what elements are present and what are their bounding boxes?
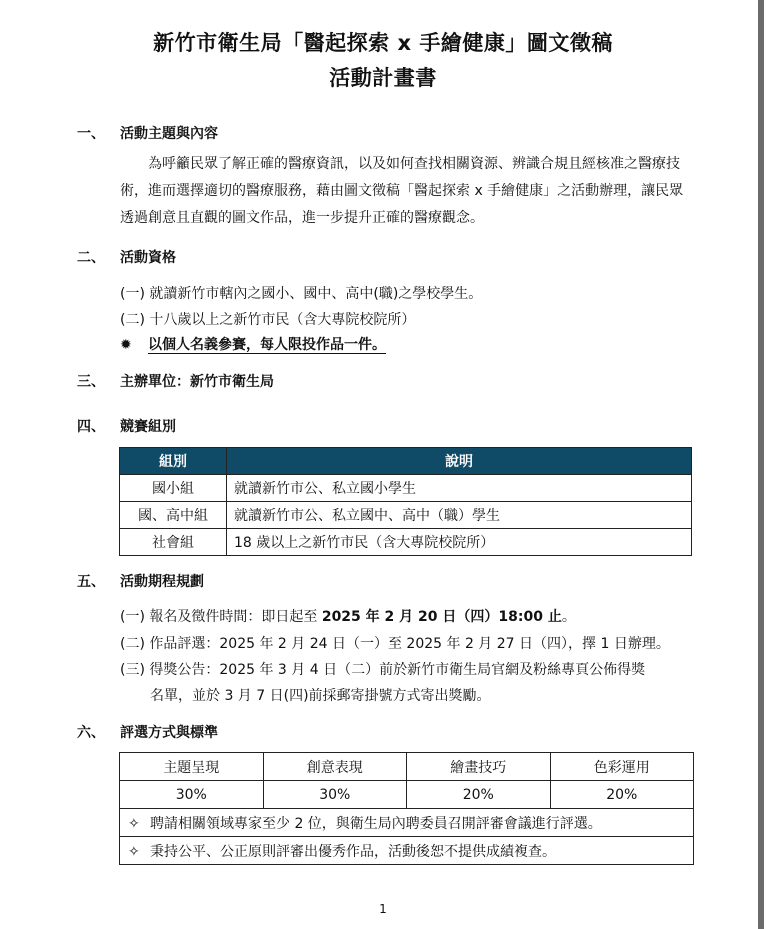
- schedule-item-3-line-2: 名單，並於 3 月 7 日(四)前採郵寄掛號方式寄出獎勵。: [150, 688, 491, 704]
- description-cell: 18 歲以上之新竹市民（含大專院校院所）: [227, 529, 692, 556]
- section-label: 活動期程規劃: [120, 574, 204, 590]
- description-cell: 就讀新竹市公、私立國小學生: [227, 475, 692, 502]
- section-number: 五、: [77, 574, 105, 590]
- group-cell: 國小組: [120, 475, 227, 502]
- criteria-header: 繪畫技巧: [407, 753, 551, 781]
- criteria-header: 主題呈現: [120, 753, 264, 781]
- section-label: 主辦單位：新竹市衛生局: [120, 374, 274, 390]
- document-title: 新竹市衛生局「醫起探索 x 手繪健康」圖文徵稿: [153, 31, 613, 55]
- schedule-item-1-suffix: 。: [561, 609, 576, 625]
- criteria-note-row: [120, 837, 694, 865]
- criteria-weight: 20%: [407, 781, 551, 809]
- diamond-bullet-icon: ✧: [128, 815, 140, 832]
- schedule-item-1-prefix: (一) 報名及徵件時間：即日起至: [120, 609, 322, 625]
- section-label: 活動資格: [120, 250, 176, 266]
- bullet-text: 以個人名義參賽，每人限投作品一件。: [148, 337, 386, 353]
- criteria-note-row: [120, 809, 694, 837]
- section-number: 二、: [77, 250, 105, 266]
- note-text: 秉持公平、公正原則評審出優秀作品，活動後恕不提供成績複查。: [150, 843, 556, 860]
- table-header-row: [120, 448, 692, 475]
- criteria-table: [119, 752, 694, 865]
- schedule-item-2: (二) 作品評選：2025 年 2 月 24 日（一）至 2025 年 2 月 27 日（四），擇 1 日辦理。: [120, 636, 670, 652]
- section-number: 六、: [77, 725, 105, 741]
- schedule-item-1: [120, 606, 576, 626]
- group-cell: 社會組: [120, 529, 227, 556]
- note-text: 聘請相關領域專家至少 2 位，與衛生局內聘委員召開評審會議進行評選。: [150, 815, 602, 832]
- table-header-description: 說明: [227, 448, 692, 475]
- black-star-bullet-icon: ✹: [120, 337, 132, 353]
- diamond-bullet-icon: ✧: [128, 843, 140, 860]
- criteria-values-row: [120, 781, 694, 809]
- criteria-header-row: [120, 753, 694, 781]
- section-label: 評選方式與標準: [120, 725, 218, 741]
- eligibility-item-1: (一) 就讀新竹市轄內之國小、國中、高中(職)之學校學生。: [120, 286, 483, 302]
- criteria-header: 創意表現: [263, 753, 407, 781]
- section-number: 一、: [77, 126, 105, 142]
- table-row: [120, 502, 692, 529]
- section-1-paragraph: 為呼籲民眾了解正確的醫療資訊，以及如何查找相關資源、辨識合規且經核准之醫療技術，進而選擇適切的醫療服務，藉由圖文徵稿「醫起探索 x 手繪健康」之活動辦理，讓民眾透過創意且直觀的圖文作品，進一步提升正確的醫療觀念。: [120, 156, 684, 226]
- table-row: [120, 529, 692, 556]
- competition-groups-table: [119, 447, 692, 556]
- description-cell: 就讀新竹市公、私立國中、高中（職）學生: [227, 502, 692, 529]
- page-number: 1: [379, 902, 387, 916]
- table-header-group: 組別: [120, 448, 227, 475]
- criteria-weight: 30%: [120, 781, 264, 809]
- criteria-note: [120, 837, 694, 865]
- eligibility-item-2: (二) 十八歲以上之新竹市民（含大專院校院所）: [120, 312, 416, 328]
- criteria-header: 色彩運用: [550, 753, 694, 781]
- section-label: 活動主題與內容: [120, 126, 218, 142]
- criteria-weight: 30%: [263, 781, 407, 809]
- section-number: 三、: [77, 374, 105, 390]
- section-label: 競賽組別: [120, 419, 176, 435]
- criteria-note: [120, 809, 694, 837]
- criteria-weight: 20%: [550, 781, 694, 809]
- document-subtitle: 活動計畫書: [329, 66, 437, 90]
- section-number: 四、: [77, 419, 105, 435]
- schedule-item-3-line-1: (三) 得獎公告：2025 年 3 月 4 日（二）前於新竹市衛生局官網及粉絲專頁公佈得獎: [120, 662, 646, 678]
- table-row: [120, 475, 692, 502]
- group-cell: 國、高中組: [120, 502, 227, 529]
- eligibility-bullet: [120, 334, 386, 354]
- schedule-deadline: 2025 年 2 月 20 日（四）18:00 止: [321, 609, 562, 625]
